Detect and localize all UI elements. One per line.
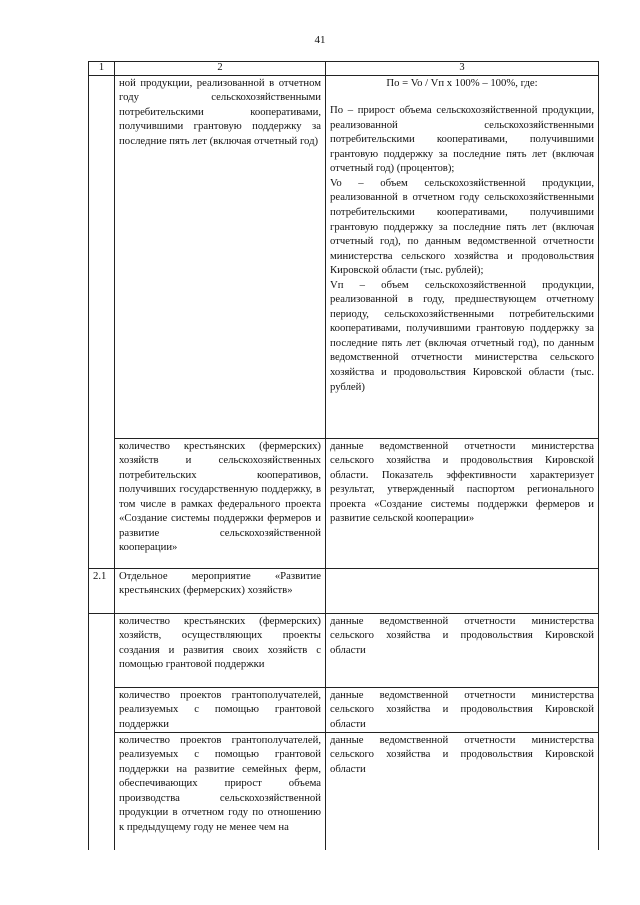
row-number (89, 75, 115, 568)
table-row (89, 732, 599, 850)
source-cell: данные ведомственной отчетности министерства сельского хозяйства и продовольствия Кировской области (326, 613, 599, 687)
formula: По = Vo / Vп x 100% – 100%, где: (386, 76, 538, 89)
source-cell: данные ведомственной отчетности министерства сельского хозяйства и продовольствия Кировской области. Показатель эффективности характеризует результат, утвержденный паспортом регионального проекта «Создание системы поддержки фермеров и развитие сельской кооперации» (326, 438, 599, 568)
header-col-3: 3 (326, 62, 599, 76)
definition-po: По – прирост объема сельскохозяйственной продукции, реализованной сельскохозяйственными потребительскими кооперативами, получившими грантовую поддержку за последние пять лет (включая отчетный год) (процентов); (330, 104, 594, 175)
table-row (89, 438, 599, 568)
header-col-2: 2 (115, 62, 326, 76)
indicator-cell: количество проектов грантополучателей, реализуемых с помощью грантовой поддержки на развитие семейных ферм, обеспечивающих прирост объема производства сельскохозяйственной продукции в отчетном году по отношению к предыдущему году не менее чем на (115, 732, 326, 850)
method-cell (326, 75, 599, 438)
indicator-cell: количество крестьянских (фермерских) хозяйств и сельскохозяйственных потребительских кооперативов, получивших государственную поддержку, в том числе в рамках федерального проекта «Создание системы поддержки фермеров и развитие сельскохозяйственной кооперации» (115, 438, 326, 568)
indicator-cell: ной продукции, реализованной в отчетном году сельскохозяйственными потребительскими кооперативами, получившими грантовую поддержку за последние пять лет (включая отчетный год) (115, 75, 326, 438)
definition-vo: Vo – объем сельскохозяйственной продукции, реализованной в отчетном году сельскохозяйственными потребительскими кооперативами, получившими грантовую поддержку за последние пять лет (включая отчетный год), по данным ведомственной отчетности министерства сельского хозяйства и продовольствия Кировской области (тыс. рублей); (330, 176, 594, 277)
source-cell: данные ведомственной отчетности министерства сельского хозяйства и продовольствия Кировской области (326, 732, 599, 850)
table-row (89, 687, 599, 732)
page-number: 41 (314, 34, 326, 46)
source-cell: данные ведомственной отчетности министерства сельского хозяйства и продовольствия Кировской области (326, 687, 599, 732)
source-cell (326, 568, 599, 613)
indicators-table (88, 61, 599, 850)
table-row (89, 568, 599, 613)
row-number: 2.1 (89, 568, 115, 613)
header-col-1: 1 (89, 62, 115, 76)
table-row (89, 75, 599, 438)
indicator-cell: количество крестьянских (фермерских) хозяйств, осуществляющих проекты создания и развития своих хозяйств с помощью грантовой поддержки (115, 613, 326, 687)
activity-title-cell: Отдельное мероприятие «Развитие крестьянских (фермерских) хозяйств» (115, 568, 326, 613)
row-number (89, 613, 115, 850)
table-header-row (89, 62, 599, 76)
indicator-cell: количество проектов грантополучателей, реализуемых с помощью грантовой поддержки (115, 687, 326, 732)
definition-vp: Vп – объем сельскохозяйственной продукции, реализованной в году, предшествующем отчетному периоду, сельскохозяйственными потребительскими кооперативами, получившими грантовую поддержку за последние пять лет (включая отчетный год), по данным ведомственной отчетности министерства сельского хозяйства и продовольствия Кировской области (тыс. рублей) (330, 278, 594, 393)
table-row (89, 613, 599, 687)
